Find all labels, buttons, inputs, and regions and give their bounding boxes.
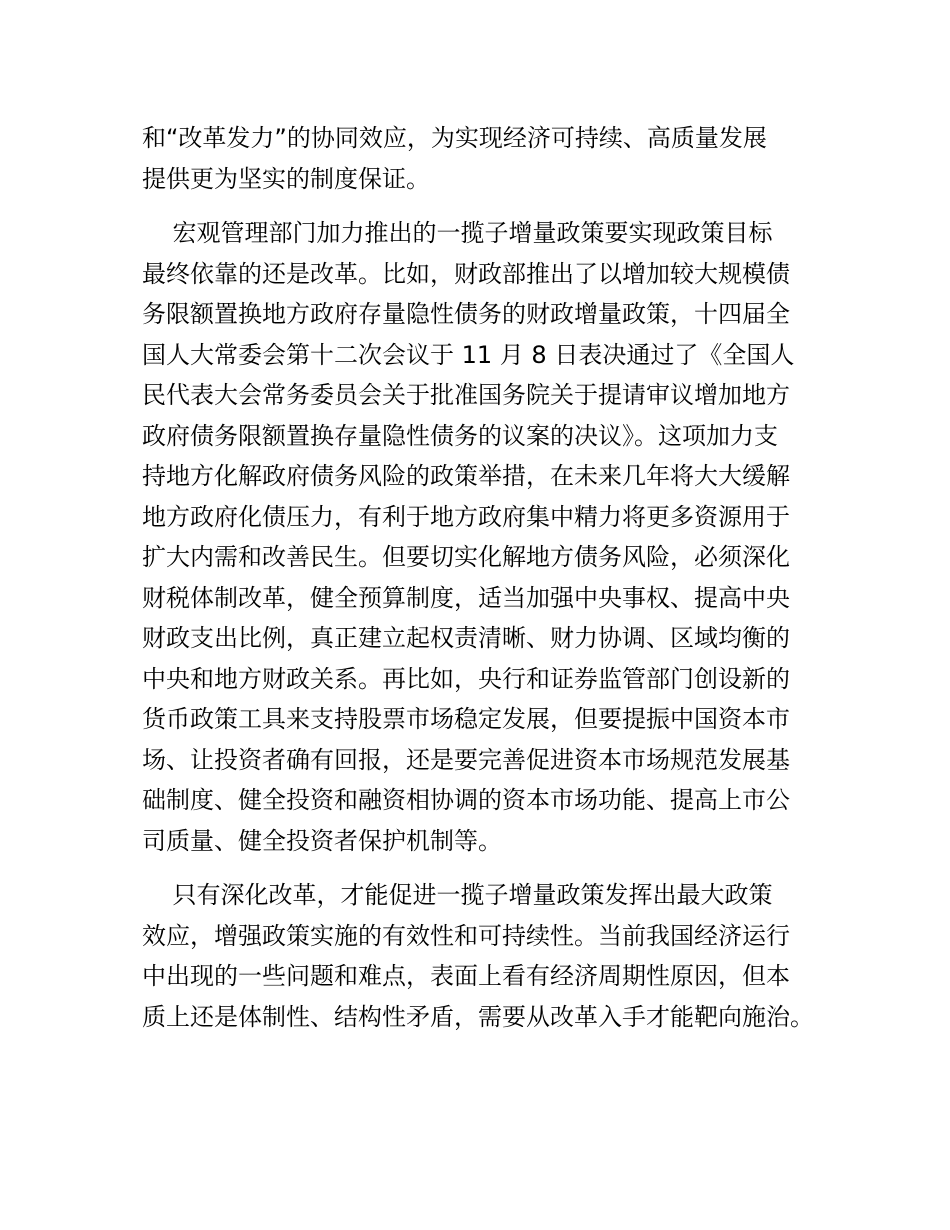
text-line: 国人大常委会第十二次会议于 11 月 8 日表决通过了《全国人: [142, 340, 795, 369]
text-line: 持地方化解政府债务风险的政策举措，在未来几年将大大缓解: [142, 462, 790, 490]
text-line: 础制度、健全投资和融资相协调的资本市场功能、提高上市公: [142, 786, 790, 814]
text-line: 民代表大会常务委员会关于批准国务院关于提请审议增加地方: [142, 381, 790, 409]
text-line: 扩大内需和改善民生。但要切实化解地方债务风险，必须深化: [142, 543, 790, 571]
text-line: 场、让投资者确有回报，还是要完善促进资本市场规范发展基: [142, 745, 790, 774]
text-line: 司质量、健全投资者保护机制等。: [142, 826, 502, 855]
text-line: 效应，增强政策实施的有效性和可持续性。当前我国经济运行: [142, 921, 790, 950]
text-line: 宏观管理部门加力推出的一揽子增量政策要实现政策目标: [142, 219, 773, 247]
text-line: 货币政策工具来支持股票市场稳定发展，但要提振中国资本市: [142, 705, 790, 733]
paragraph-1: [142, 118, 822, 199]
text-line: 财政支出比例，真正建立起权责清晰、财力协调、区域均衡的: [142, 624, 790, 652]
text-line: 中出现的一些问题和难点，表面上看有经济周期性原因，但本: [142, 962, 790, 990]
paragraph-2: [142, 213, 822, 861]
text-line: 提供更为坚实的制度保证。: [142, 164, 430, 193]
text-line: 务限额置换地方政府存量隐性债务的财政增量政策，十四届全: [142, 300, 790, 328]
text-line: 最终依靠的还是改革。比如，财政部推出了以增加较大规模债: [142, 259, 790, 288]
text-line: 政府债务限额置换存量隐性债务的议案的决议》。这项加力支: [142, 421, 778, 450]
text-line: 中央和地方财政关系。再比如，央行和证券监管部门创设新的: [142, 664, 790, 693]
text-line: 只有深化改革，才能促进一揽子增量政策发挥出最大政策: [142, 881, 773, 909]
text-line: 地方政府化债压力，有利于地方政府集中精力将更多资源用于: [142, 502, 790, 531]
text-line: 质上还是体制性、结构性矛盾，需要从改革入手才能靶向施治。: [142, 1002, 814, 1031]
document-page: [142, 118, 822, 1037]
text-line: 和“改革发力”的协同效应，为实现经济可持续、高质量发展: [142, 124, 767, 152]
paragraph-3: [142, 875, 822, 1037]
text-line: 财税体制改革，健全预算制度，适当加强中央事权、提高中央: [142, 583, 790, 612]
